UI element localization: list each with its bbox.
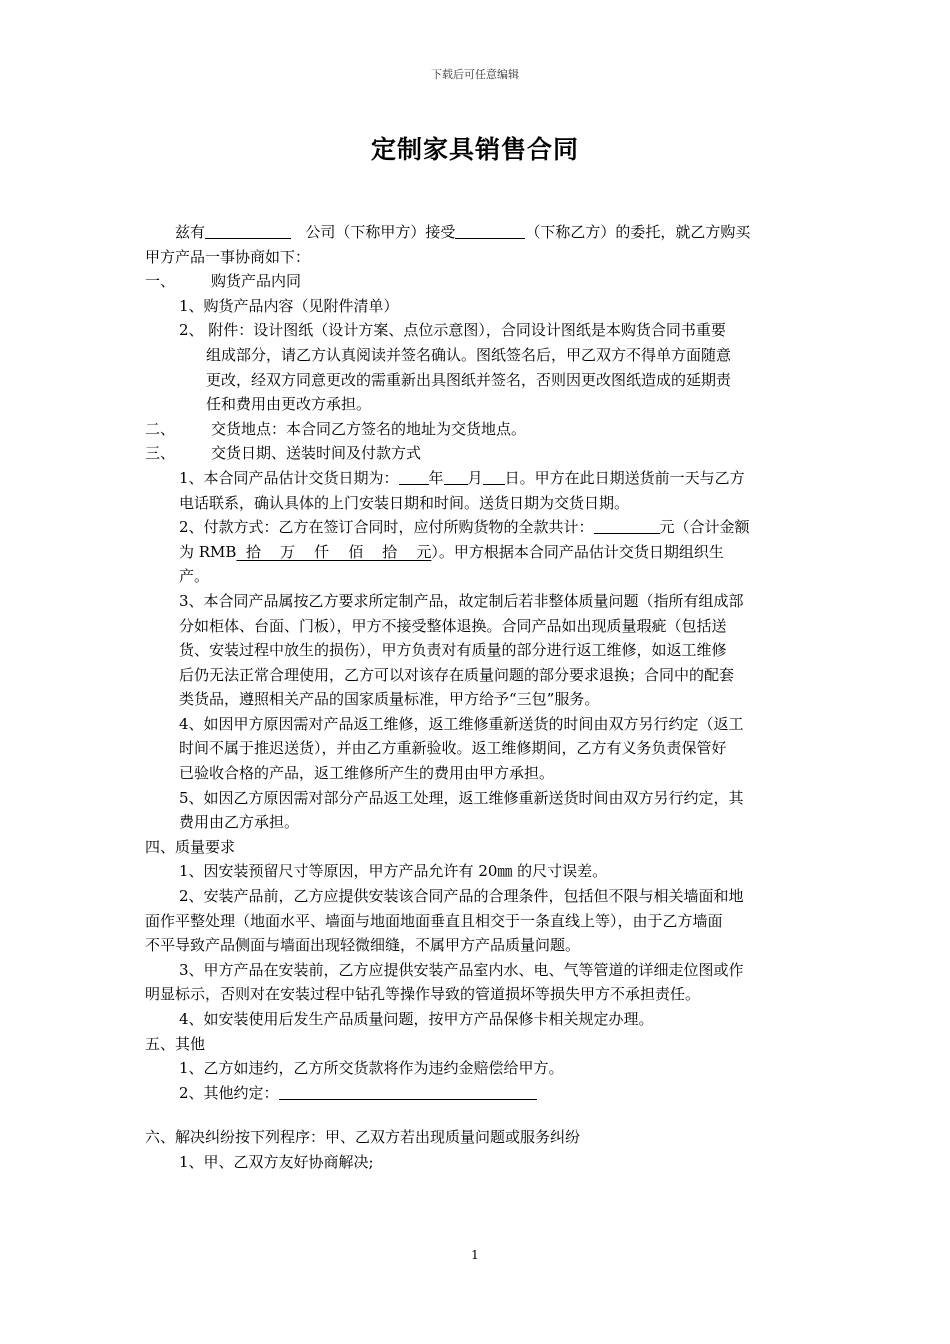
document-title: 定制家具销售合同 bbox=[370, 135, 579, 164]
party-b-blank[interactable] bbox=[455, 221, 525, 239]
section-2-heading bbox=[145, 417, 807, 442]
s3-item-3-line: 后仍无法正常合理使用，乙方可以对该存在质量问题的部分要求退换；合同中的配套 bbox=[179, 665, 735, 684]
month-blank[interactable] bbox=[444, 467, 468, 485]
intro-line-2: 甲方产品一事协商如下： bbox=[145, 247, 311, 266]
intro-line-1 bbox=[145, 220, 807, 245]
paragraph-text: 日。甲方在此日期送货前一天与乙方 bbox=[504, 468, 745, 487]
s3-item-5-line: 费用由乙方承担。 bbox=[179, 813, 300, 832]
s3-item-2-line bbox=[145, 515, 807, 540]
month-label: 月 bbox=[467, 468, 483, 487]
paragraph-text: 为 RMB bbox=[179, 542, 237, 561]
s5-item-1: 1、乙方如违约，乙方所交货款将作为违约金赔偿给甲方。 bbox=[179, 1059, 564, 1078]
contract-body bbox=[145, 220, 807, 1175]
s3-item-2-line bbox=[145, 540, 807, 565]
s3-item-3-line: 货、安装过程中放生的损伤），甲方负责对有质量的部分进行返工维修，如返工维修 bbox=[179, 641, 727, 660]
section-4-heading: 四、质量要求 bbox=[145, 837, 236, 856]
s3-item-4-line: 已验收合格的产品，返工维修所产生的费用由甲方承担。 bbox=[179, 764, 555, 783]
paragraph-text: ）。甲方根据本合同产品估计交货日期组织生 bbox=[431, 542, 724, 561]
s4-item-2-line: 不平导致产品侧面与墙面出现轻微细缝，不属甲方产品质量问题。 bbox=[145, 936, 581, 955]
section-6-heading: 六、解决纠纷按下列程序：甲、乙双方若出现质量问题或服务纠纷 bbox=[145, 1128, 581, 1147]
year-blank[interactable] bbox=[399, 467, 429, 485]
s6-item-1: 1、甲、乙双方友好协商解决; bbox=[179, 1152, 374, 1171]
s3-item-4-line: 4、如因甲方原因需对产品返工维修，返工维修重新送货的时间由双方另行约定（返工 bbox=[179, 714, 744, 733]
intro-text: 公司（下称甲方）接受 bbox=[305, 223, 456, 241]
year-label: 年 bbox=[428, 468, 444, 487]
section-1-heading bbox=[145, 269, 807, 294]
page-header: 下载后可任意编辑 bbox=[431, 68, 519, 81]
section-title: 交货日期、送装时间及付款方式 bbox=[211, 444, 422, 463]
s4-item-2-line: 面作平整处理（地面水平、墙面与地面地面垂直且相交于一条直线上等），由于乙方墙面 bbox=[145, 911, 723, 930]
party-a-blank[interactable] bbox=[205, 221, 291, 239]
s4-item-3-line: 明显标示，否则对在安装过程中钻孔等操作导致的管道损坏等损失甲方不承担责任。 bbox=[145, 985, 701, 1004]
s3-item-3-line: 分如柜体、台面、门板），甲方不接受整体退换。合同产品如出现质量瑕疵（包括送 bbox=[179, 616, 727, 635]
paragraph-text: 2、其他约定： bbox=[179, 1083, 279, 1102]
section-title: 购货产品内同 bbox=[211, 272, 302, 291]
s1-item-2-line: 任和费用由更改方承担。 bbox=[206, 395, 372, 414]
paragraph-text: 1、本合同产品估计交货日期为： bbox=[179, 468, 399, 487]
s1-item-2-line: 组成部分，请乙方认真阅读并签名确认。图纸签名后，甲乙双方不得单方面随意 bbox=[206, 345, 732, 364]
section-title: 交货地点：本合同乙方签名的地址为交货地点。 bbox=[211, 419, 527, 438]
intro-text: 兹有 bbox=[175, 223, 206, 241]
s3-item-4-line: 时间不属于推迟送货），并由乙方重新验收。返工维修期间，乙方有义务负责保管好 bbox=[179, 739, 727, 758]
s3-item-5-line: 5、如因乙方原因需对部分产品返工处理，返工维修重新送货时间由双方另行约定，其 bbox=[179, 788, 744, 807]
section-3-heading bbox=[145, 441, 807, 466]
total-amount-blank[interactable] bbox=[594, 516, 660, 534]
s1-item-2-line: 更改，经双方同意更改的需重新出具图纸并签名，否则因更改图纸造成的延期责 bbox=[206, 370, 732, 389]
s3-item-2-line: 产。 bbox=[179, 567, 210, 586]
s3-item-1-line: 电话联系，确认具体的上门安装日期和时间。送货日期为交货日期。 bbox=[179, 493, 630, 512]
paragraph-text: 元（合计金额 bbox=[659, 518, 750, 537]
s4-item-3-line: 3、甲方产品在安装前，乙方应提供安装产品室内水、电、气等管道的详细走位图或作 bbox=[179, 960, 744, 979]
spacer bbox=[145, 1105, 807, 1125]
s3-item-3-line: 类货品，遵照相关产品的国家质量标准，甲方给予“三包”服务。 bbox=[179, 690, 600, 709]
day-blank[interactable] bbox=[483, 467, 505, 485]
paragraph-text: 2、付款方式：乙方在签订合同时，应付所购货物的全款共计： bbox=[179, 518, 594, 537]
amount-in-words-field[interactable]: 拾 万 仟 佰 拾 元 bbox=[236, 542, 432, 561]
s3-item-1-line bbox=[145, 466, 807, 491]
s4-item-2-line: 2、安装产品前，乙方应提供安装该合同产品的合理条件，包括但不限与相关墙面和地 bbox=[179, 887, 744, 906]
s1-item-2-line: 2、 附件：设计图纸（设计方案、点位示意图），合同设计图纸是本购货合同书重要 bbox=[179, 321, 726, 340]
other-agreement-blank[interactable] bbox=[279, 1082, 537, 1100]
page-number: 1 bbox=[471, 1248, 479, 1262]
s3-item-3-line: 3、本合同产品属按乙方要求所定制产品，故定制后若非整体质量问题（指所有组成部 bbox=[179, 591, 744, 610]
s4-item-4: 4、如安装使用后发生产品质量问题，按甲方产品保修卡相关规定办理。 bbox=[179, 1010, 654, 1028]
s1-item-1: 1、购货产品内容（见附件清单） bbox=[179, 296, 399, 315]
section-number: 二、 bbox=[145, 419, 176, 438]
section-number: 一、 bbox=[145, 272, 176, 291]
intro-text: （下称乙方）的委托，就乙方购买 bbox=[525, 223, 751, 241]
s4-item-1: 1、因安装预留尺寸等原因，甲方产品允许有 20㎜ 的尺寸误差。 bbox=[179, 862, 608, 881]
s5-item-2 bbox=[145, 1081, 807, 1106]
section-5-heading: 五、其他 bbox=[145, 1034, 206, 1053]
section-number: 三、 bbox=[145, 444, 176, 463]
